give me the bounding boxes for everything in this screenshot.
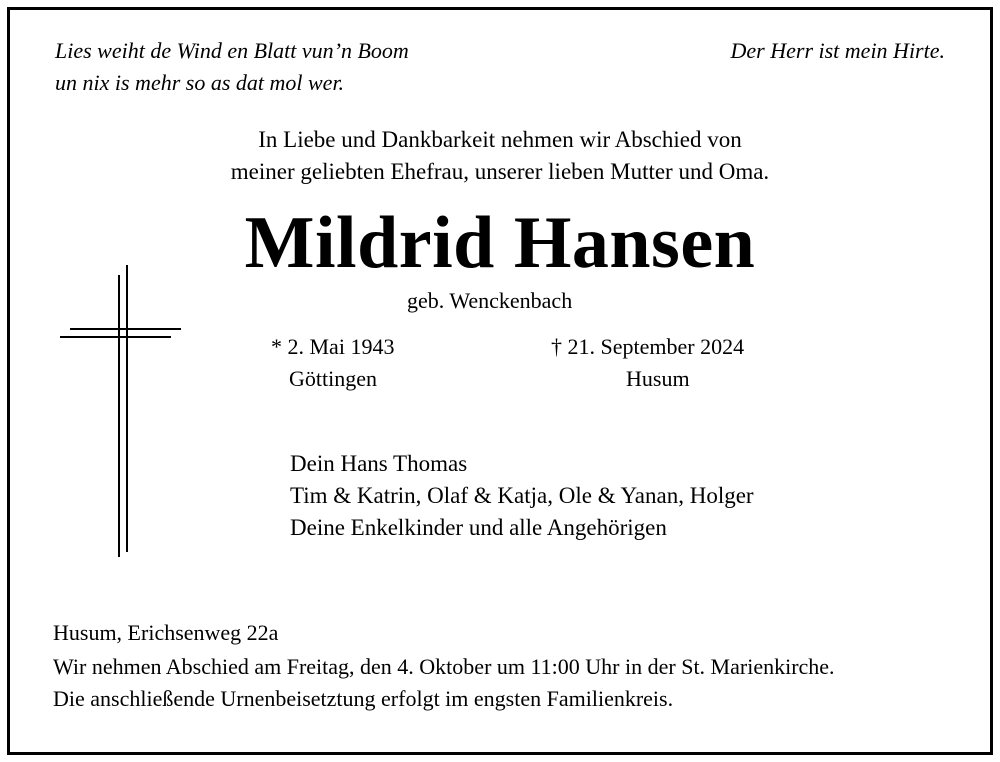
maiden-name: geb. Wenckenbach: [407, 288, 573, 313]
mourner-line-1: Dein Hans Thomas: [290, 451, 468, 476]
intro-line-1: In Liebe und Dankbarkeit nehmen wir Abschied von: [258, 127, 742, 152]
verse-left-line-1: Lies weiht de Wind en Blatt vun’n Boom: [55, 38, 409, 63]
mourner-line-3: Deine Enkelkinder und alle Angehörigen: [290, 515, 667, 540]
birth-date: * 2. Mai 1943: [271, 334, 395, 359]
deceased-name: Mildrid Hansen: [244, 202, 756, 284]
birth-place: Göttingen: [289, 366, 377, 391]
death-place: Husum: [626, 366, 690, 391]
verse-right: Der Herr ist mein Hirte.: [730, 38, 945, 63]
address: Husum, Erichsenweg 22a: [53, 620, 279, 645]
death-date: † 21. September 2024: [551, 334, 745, 359]
intro-line-2: meiner geliebten Ehefrau, unserer lieben Mutter und Oma.: [230, 159, 770, 184]
service-line-2: Die anschließende Urnenbeisetztung erfolgt im engsten Familienkreis.: [53, 686, 674, 711]
mourner-line-2: Tim & Katrin, Olaf & Katja, Ole & Yanan, Holger: [290, 483, 754, 508]
service-line-1: Wir nehmen Abschied am Freitag, den 4. Oktober um 11:00 Uhr in der St. Marienkirche.: [53, 654, 835, 679]
verse-left-line-2: un nix is mehr so as dat mol wer.: [55, 70, 345, 95]
